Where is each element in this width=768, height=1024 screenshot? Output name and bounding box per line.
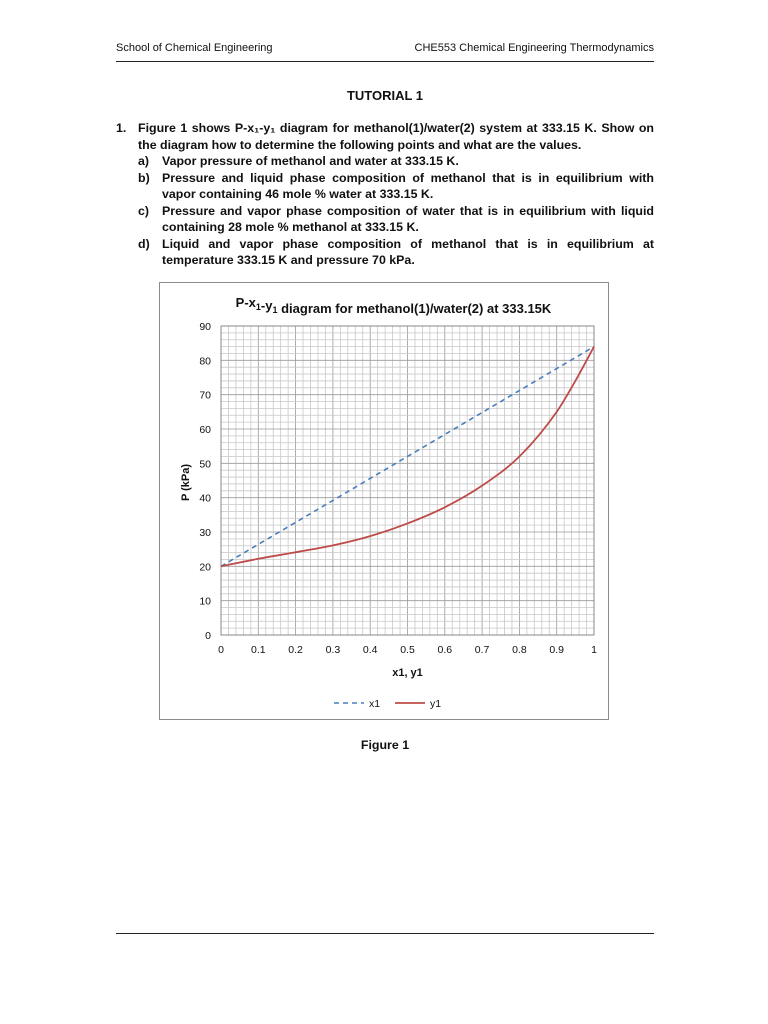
- legend-label-x1: x1: [369, 698, 381, 710]
- x-tick-label: 0.3: [325, 644, 341, 656]
- x-tick-label: 0.7: [474, 644, 490, 656]
- chart-svg: [160, 283, 608, 719]
- y-axis-label: P (kPa): [180, 463, 192, 502]
- y-tick-label: 0: [205, 630, 211, 642]
- item-text: Vapor pressure of methanol and water at 333.15 K.: [162, 154, 459, 168]
- x-tick-label: 0.9: [549, 644, 565, 656]
- question-item: [138, 153, 654, 170]
- x-tick-label: 0.1: [250, 644, 266, 656]
- item-letter: b): [138, 170, 150, 185]
- question-item: [138, 170, 654, 203]
- question-text: Figure 1 shows P-x₁-y₁ diagram for methanol(1)/water(2) system at 333.15 K. Show on the diagram how to determine the following points and what are the values.: [138, 121, 654, 152]
- x-axis-label: x1, y1: [392, 667, 423, 679]
- footer-rule: [116, 933, 654, 934]
- item-text: Pressure and vapor phase composition of water that is in equilibrium with liquid containing 28 mole % methanol at 333.15 K.: [162, 203, 654, 234]
- item-letter: d): [138, 236, 150, 251]
- figure-caption: Figure 1: [360, 738, 410, 752]
- y-tick-label: 10: [199, 595, 211, 608]
- page-title: TUTORIAL 1: [346, 88, 424, 103]
- item-letter: a): [138, 154, 150, 168]
- item-text: Liquid and vapor phase composition of methanol that is in equilibrium at temperature 333.15 K and pressure 70 kPa.: [162, 236, 654, 267]
- question-items: [138, 153, 654, 269]
- header-rule: [116, 61, 654, 62]
- x-tick-label: 0: [218, 644, 224, 656]
- x-tick-label: 0.6: [437, 644, 453, 656]
- x-tick-label: 1: [591, 644, 597, 656]
- item-letter: c): [138, 203, 150, 218]
- y-tick-label: 70: [199, 389, 211, 402]
- x-tick-label: 0.2: [288, 644, 303, 656]
- y-tick-label: 90: [199, 321, 211, 333]
- header-school: School of Chemical Engineering: [116, 42, 273, 54]
- y-tick-label: 50: [199, 458, 211, 471]
- question-1: [116, 120, 654, 269]
- y-tick-label: 80: [199, 355, 211, 368]
- question-number: 1.: [116, 121, 127, 135]
- y-tick-label: 40: [199, 492, 211, 505]
- y-tick-label: 20: [199, 561, 211, 574]
- y-tick-label: 30: [199, 527, 211, 539]
- x-tick-label: 0.4: [362, 644, 378, 656]
- x-tick-label: 0.5: [400, 644, 415, 656]
- question-item: [138, 236, 654, 269]
- figure-1-chart: [159, 282, 609, 720]
- x-tick-label: 0.8: [512, 644, 527, 656]
- chart-title: $P-x_1-y_1$ diagram for methanol(1)/water(2) at 333.15K: [235, 295, 552, 316]
- y-tick-label: 60: [199, 424, 211, 436]
- item-text: Pressure and liquid phase composition of methanol that is in equilibrium with vapor containing 46 mole % water at 333.15 K.: [162, 170, 654, 201]
- legend-label-y1: y1: [430, 698, 442, 710]
- page-header: [116, 42, 654, 60]
- question-item: [138, 203, 654, 236]
- header-course: CHE553 Chemical Engineering Thermodynamics: [414, 42, 654, 54]
